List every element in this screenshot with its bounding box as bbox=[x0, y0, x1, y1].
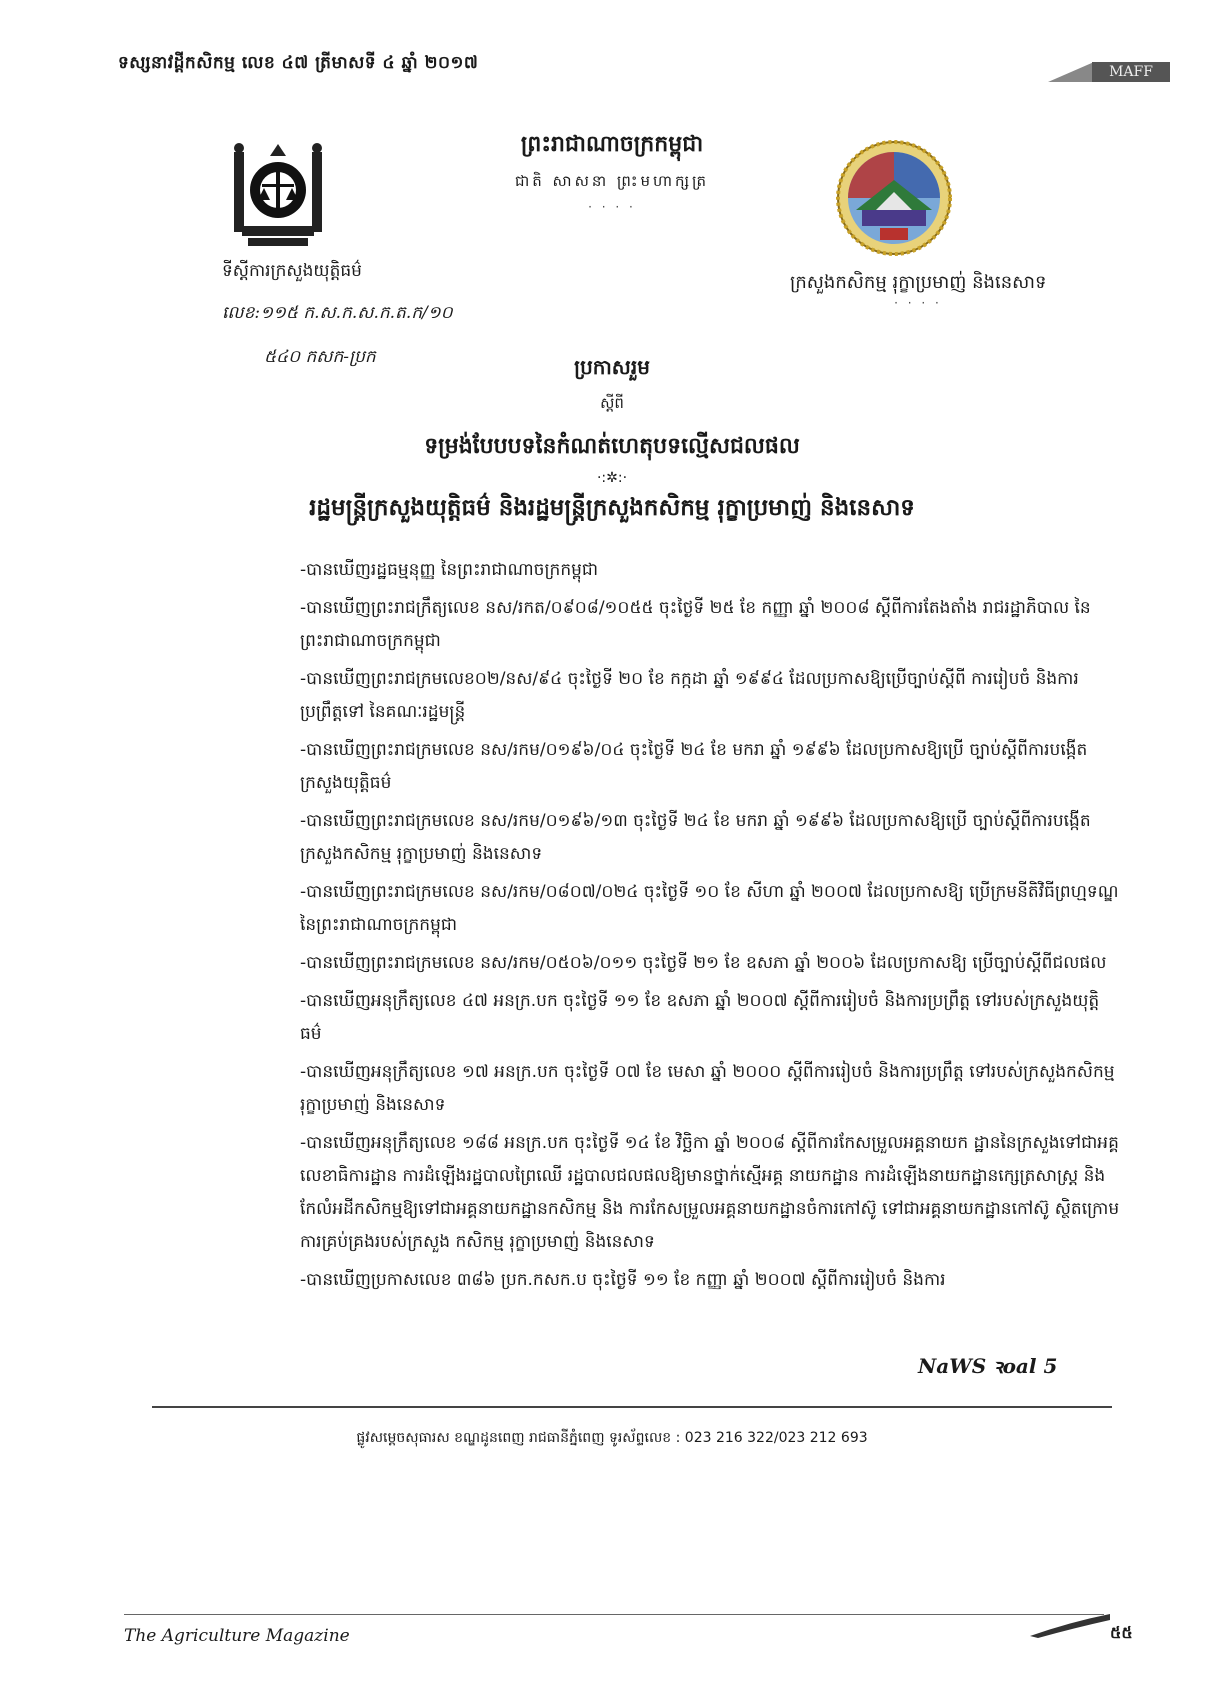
agriculture-ministry-label: ក្រសួងកសិកម្ម រុក្ខាប្រមាញ់ និងនេសាទ bbox=[790, 272, 1047, 293]
magazine-name: The Agriculture Magazine bbox=[124, 1626, 350, 1646]
body-paragraph: -បានឃើញអនុក្រឹត្យលេខ ៤៧ អនក្រ.បក ចុះថ្ងៃទី ១១ ខែ ឧសភា ឆ្នាំ ២០០៧ ស្តីពីការរៀបចំ និងការប្រព្រឹត្ត ទៅរបស់ក្រសួងយុត្តិធម៌ bbox=[300, 991, 1100, 1044]
ministry-address: ផ្លូវសម្តេចសុធារស ខណ្ឌដូនពេញ រាជធានីភ្នំពេញ ទូរស័ព្ទលេខ : 023 216 322/023 212 693 bbox=[356, 1430, 868, 1446]
document-body bbox=[300, 554, 1120, 1302]
about-label: ស្តីពី bbox=[600, 394, 624, 412]
kingdom-name: ព្រះរាជាណាចក្រកម្ពុជា bbox=[520, 132, 704, 157]
ministry-ornament: · · · · bbox=[894, 296, 942, 310]
document-subject: ទម្រង់បែបបទនៃកំណត់ហេតុបទល្មើសជលផល bbox=[424, 434, 800, 459]
swoosh-icon bbox=[1030, 1612, 1110, 1640]
body-paragraph: -បានឃើញប្រកាសលេខ ៣៨៦ ប្រក.កសក.ប ចុះថ្ងៃទី ១១ ខែ កញ្ញា ឆ្នាំ ២០០៧ ស្តីពីការរៀបចំ និងការ bbox=[300, 1270, 946, 1290]
reference-number-2: ៥៤០ កសក-ប្រក bbox=[264, 347, 376, 367]
running-header: ទស្សនាវដ្តីកសិកម្ម លេខ ៤៧ ត្រីមាសទី ៤ ឆ្នាំ ២០១៧ bbox=[118, 53, 479, 73]
tag-edge bbox=[1048, 62, 1094, 82]
body-paragraph: -បានឃើញអនុក្រឹត្យលេខ ១៧ អនក្រ.បក ចុះថ្ងៃទី ០៧ ខែ មេសា ឆ្នាំ ២០០០ ស្តីពីការរៀបចំ និងការប្រព្រឹត្ត ទៅរបស់ក្រសួងកសិកម្ម រុក្ខាប្រមាញ់ និងនេសាទ bbox=[300, 1062, 1115, 1115]
maff-tag: MAFF bbox=[1092, 62, 1170, 82]
page-footer-divider bbox=[124, 1614, 1104, 1615]
page-number: ៥៥ bbox=[1110, 1623, 1133, 1642]
national-motto: ជាតិ សាសនា ព្រះមហាក្សត្រ bbox=[514, 172, 710, 190]
footer-divider bbox=[152, 1406, 1112, 1408]
motto-ornament: · · · · bbox=[588, 200, 636, 214]
body-paragraph: -បានឃើញព្រះរាជក្រមលេខ០២/នស/៩៤ ចុះថ្ងៃទី ២០ ខែ កក្កដា ឆ្នាំ ១៩៩៤ ដែលប្រកាសឱ្យប្រើច្បាប់ស្តីពី ការរៀបចំ និងការប្រព្រឹត្តទៅ នៃគណៈរដ្ឋមន្ត្រី bbox=[300, 669, 1079, 722]
title-ornament: ·:✲:· bbox=[596, 470, 628, 486]
reference-number: លេខ:១១៥ ក.ស.ក.ស.ក.ត.ក/១០ bbox=[222, 303, 453, 323]
justice-ministry-label: ទីស្តីការក្រសួងយុត្តិធម៌ bbox=[222, 261, 362, 281]
document-type: ប្រកាសរួម bbox=[574, 355, 650, 379]
body-paragraph: -បានឃើញព្រះរាជក្រមលេខ នស/រកម/០៥០៦/០១១ ចុះថ្ងៃទី ២១ ខែ ឧសភា ឆ្នាំ ២០០៦ ដែលប្រកាសឱ្យ ប្រើច្បាប់ស្តីពីជលផល bbox=[300, 953, 1107, 973]
initials-signature: NaWS ꝛoal 5 bbox=[918, 1354, 1058, 1378]
body-paragraph: -បានឃើញព្រះរាជក្រមលេខ នស/រកម/០១៩៦/០៤ ចុះថ្ងៃទី ២៤ ខែ មករា ឆ្នាំ ១៩៩៦ ដែលប្រកាសឱ្យប្រើ ច្បាប់ស្តីពីការបង្កើតក្រសួងយុត្តិធម៌ bbox=[300, 740, 1088, 793]
body-paragraph: -បានឃើញព្រះរាជក្រមលេខ នស/រកម/០១៩៦/១៣ ចុះថ្ងៃទី ២៤ ខែ មករា ឆ្នាំ ១៩៩៦ ដែលប្រកាសឱ្យប្រើ ច្បាប់ស្តីពីការបង្កើតក្រសួងកសិកម្ម រុក្ខាប្រមាញ់ និងនេសាទ bbox=[300, 811, 1091, 864]
body-paragraph: -បានឃើញអនុក្រឹត្យលេខ ១៨៨ អនក្រ.បក ចុះថ្ងៃទី ១៤ ខែ វិច្ឆិកា ឆ្នាំ ២០០៨ ស្តីពីការកែសម្រួលអគ្គនាយក ដ្ឋាននៃក្រសួងទៅជាអគ្គលេខាធិការដ្ឋាន ការដំឡើងរដ្ឋបាលព្រៃឈើ រដ្ឋបាលជលផលឱ្យមានថ្នាក់ស្មើអគ្គ នាយកដ្ឋាន ការដំឡើងនាយកដ្ឋានក្សេត្រសាស្ត្រ និងកែលំអដីកសិកម្មឱ្យទៅជាអគ្គនាយកដ្ឋានកសិកម្ម និង ការកែសម្រួលអគ្គនាយកដ្ឋានចំការកៅស៊ូ ទៅជាអគ្គនាយកដ្ឋានកៅស៊ូ ស្ថិតក្រោមការគ្រប់គ្រងរបស់ក្រសួង កសិកម្ម រុក្ខាប្រមាញ់ និងនេសាទ bbox=[300, 1133, 1120, 1252]
body-paragraph: -បានឃើញព្រះរាជក្រមលេខ នស/រកម/០៨០៧/០២៤ ចុះថ្ងៃទី ១០ ខែ សីហា ឆ្នាំ ២០០៧ ដែលប្រកាសឱ្យ ប្រើក្រមនីតិវិធីព្រហ្មទណ្ឌ នៃព្រះរាជាណាចក្រកម្ពុជា bbox=[300, 882, 1119, 935]
body-paragraph: -បានឃើញព្រះរាជក្រឹត្យលេខ នស/រកត/០៩០៨/១០៥៥ ចុះថ្ងៃទី ២៥ ខែ កញ្ញា ឆ្នាំ ២០០៨ ស្តីពីការតែងតាំង រាជរដ្ឋាភិបាល នៃព្រះរាជាណាចក្រកម្ពុជា bbox=[300, 598, 1091, 651]
body-paragraph: -បានឃើញរដ្ឋធម្មនុញ្ញ នៃព្រះរាជាណាចក្រកម្ពុជា bbox=[300, 560, 599, 580]
issuing-authorities: រដ្ឋមន្ត្រីក្រសួងយុត្តិធម៌ និងរដ្ឋមន្ត្រីក្រសួងកសិកម្ម រុក្ខាប្រមាញ់ និងនេសាទ bbox=[309, 495, 915, 521]
